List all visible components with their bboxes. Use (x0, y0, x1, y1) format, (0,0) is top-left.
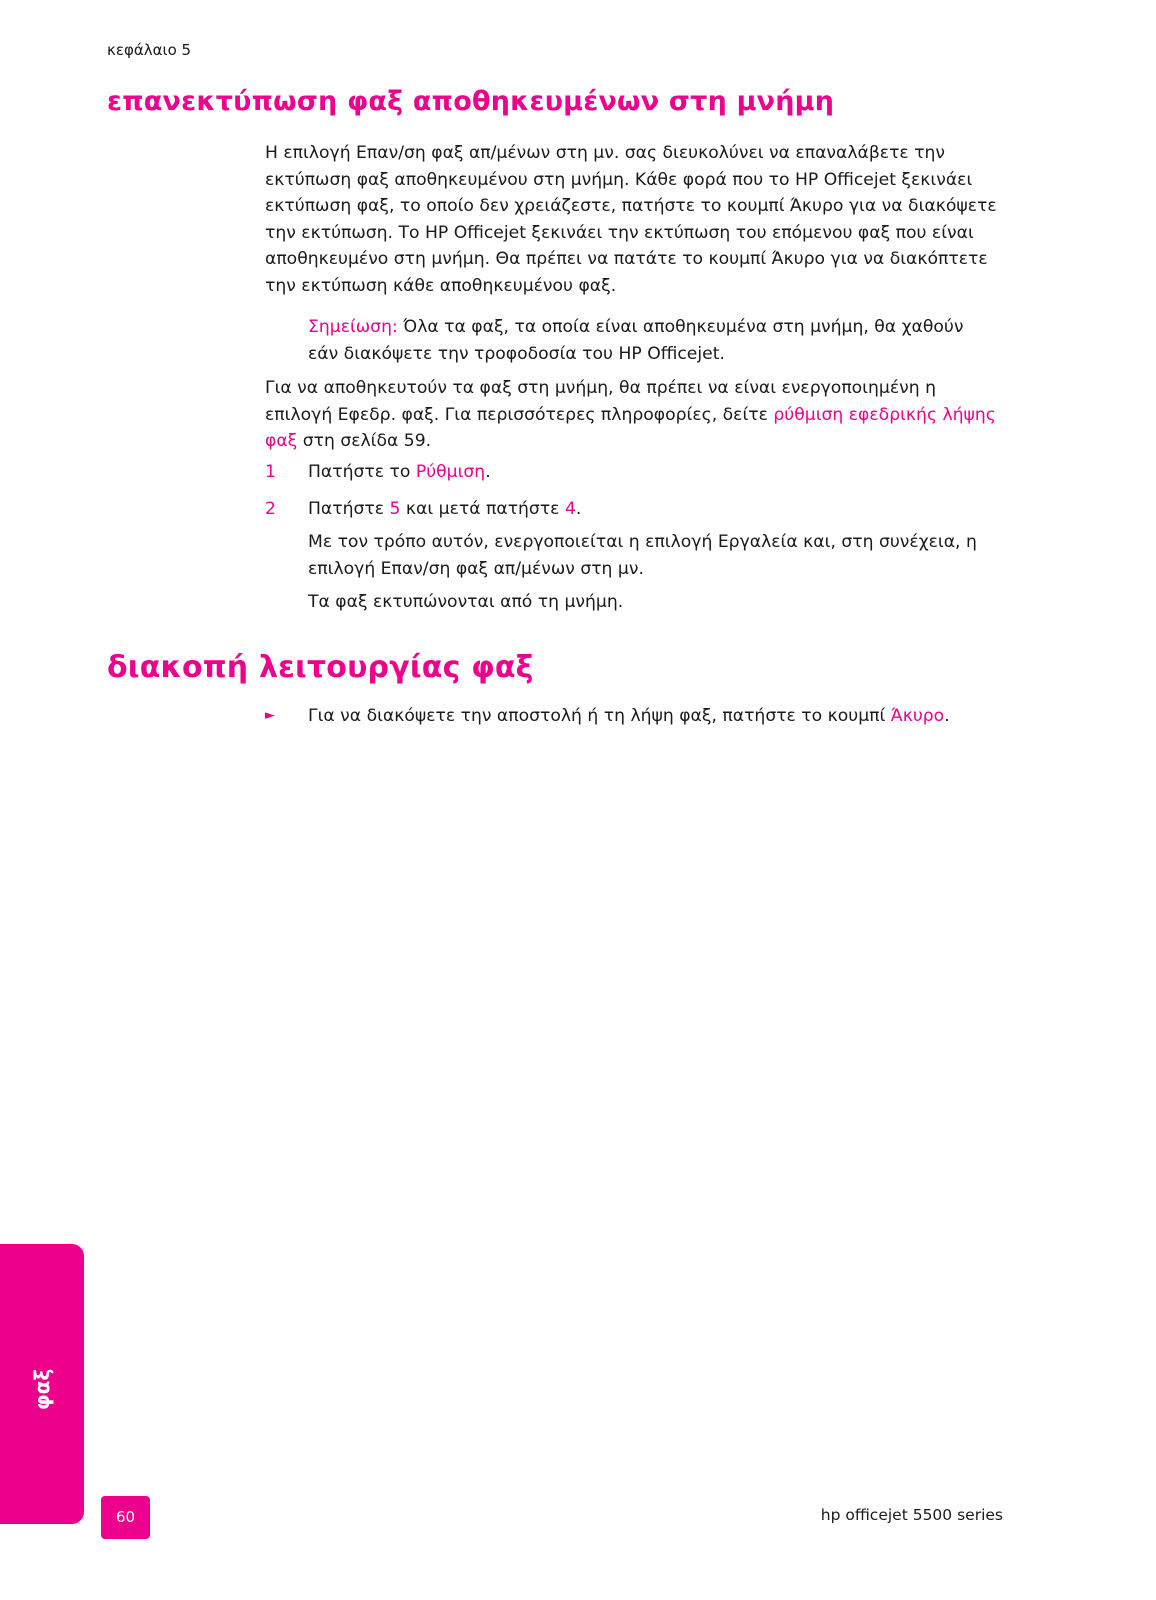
para2-tail: στη σελίδα 59. (302, 431, 432, 451)
note-text: Όλα τα φαξ, τα οποία είναι αποθηκευμένα στη μνήμη, θα χαθούν εάν διακόψετε την τροφοδοσία του HP Officejet. (308, 317, 964, 364)
footer-product: hp officejet 5500 series (820, 1506, 1003, 1524)
step-text-pre: Πατήστε (308, 499, 385, 519)
step-2-result: Τα φαξ εκτυπώνονται από τη μνήμη. (308, 592, 624, 612)
step-text-post: . (575, 499, 582, 519)
side-tab-label: φαξ (30, 1368, 54, 1410)
bullet-pre: Για να διακόψετε την αποστολή ή τη λήψη φαξ, πατήστε το κουμπί (308, 706, 886, 726)
section-title-stop-fax: διακοπή λειτουργίας φαξ (107, 650, 534, 685)
step-text (308, 496, 581, 523)
step-text-pre: Πατήστε το (308, 462, 411, 482)
key-cancel: Άκυρο (890, 706, 945, 726)
note (308, 314, 998, 367)
para2-lead: Για να αποθηκευτούν τα φαξ στη μνήμη, θα πρέπει να είναι ενεργοποιημένη η επιλογή Εφεδρ. φαξ. Για περισσότερες πληροφορίες, δείτε (265, 378, 936, 425)
key-setup: Ρύθμιση (415, 462, 486, 482)
chapter-label: κεφάλαιο 5 (107, 41, 192, 59)
step-text-mid: και μετά πατήστε (405, 499, 560, 519)
note-label: Σημείωση: (308, 317, 398, 337)
step-text (308, 459, 491, 486)
section-title-reprint: επανεκτύπωση φαξ αποθηκευμένων στη μνήμη (107, 86, 835, 117)
key-5: 5 (389, 499, 401, 519)
page-number: 60 (101, 1496, 150, 1539)
step-2-detail: Με τον τρόπο αυτόν, ενεργοποιείται η επιλογή Εργαλεία και, στη συνέχεια, η επιλογή Επαν/ση φαξ απ/μένων στη μν. (308, 532, 977, 579)
intro-paragraph: Η επιλογή Επαν/ση φαξ απ/μένων στη μν. σας διευκολύνει να επαναλάβετε την εκτύπωση φαξ αποθηκευμένου στη μνήμη. Κάθε φορά που το HP Officejet ξεκινάει εκτύπωση φαξ, το οποίο δεν χρειάζεστε, πατήστε το κουμπί Άκυρο για να διακόψετε την εκτύπωση. Το HP Officejet ξεκινάει την εκτύπωση του επόμενου φαξ που είναι αποθηκευμένο στη μνήμη. Θα πρέπει να πατάτε το κουμπί Άκυρο για να διακόπτετε την εκτύπωση κάθε αποθηκευμένου φαξ. (265, 143, 997, 296)
bullet-post: . (944, 706, 950, 726)
step-number: 1 (265, 462, 276, 482)
backup-fax-paragraph (265, 375, 1005, 455)
step-number: 2 (265, 499, 276, 519)
bullet-text (308, 703, 950, 730)
key-4: 4 (564, 499, 576, 519)
backup-fax-link[interactable]: ρύθμιση εφεδρικής λήψης φαξ (265, 404, 996, 451)
bullet-arrow-icon: ► (265, 708, 275, 723)
step-text-post: . (485, 462, 491, 482)
